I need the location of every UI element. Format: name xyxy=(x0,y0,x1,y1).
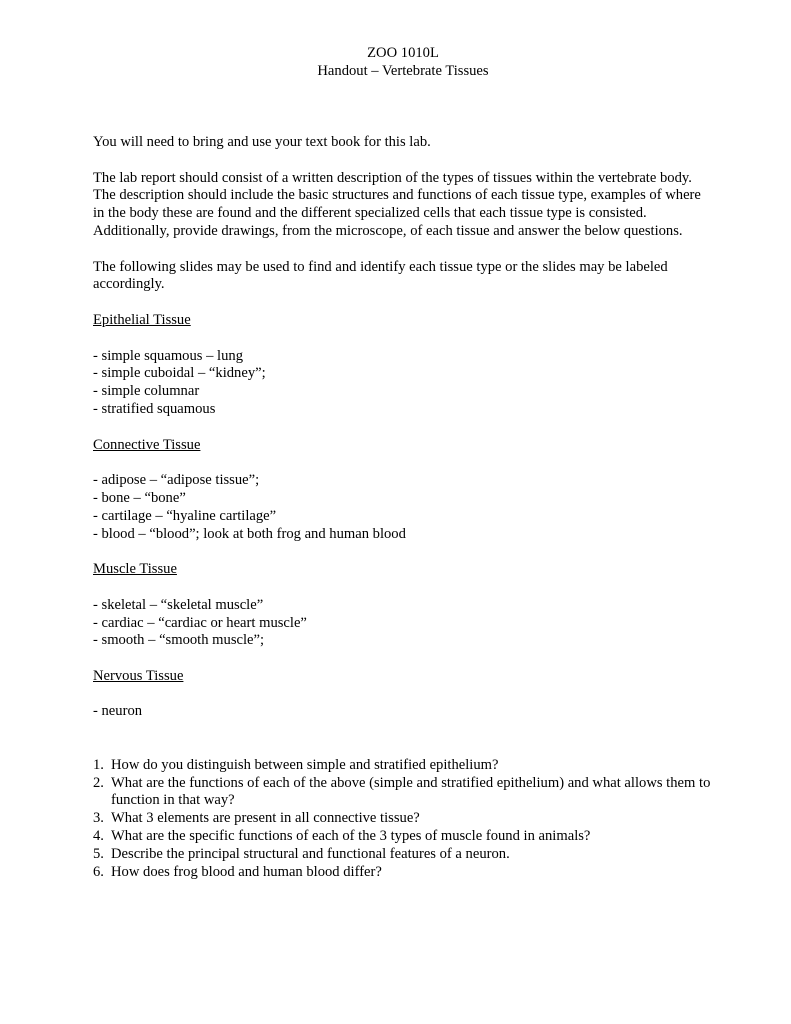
course-title: ZOO 1010L xyxy=(367,45,439,61)
question-number: 6. xyxy=(93,863,104,880)
section-heading-epithelial: Epithelial Tissue xyxy=(93,311,191,328)
question-text: How do you distinguish between simple and stratified epithelium? xyxy=(111,756,499,773)
spacer xyxy=(93,330,713,348)
spacer xyxy=(93,650,713,668)
section-heading-connective: Connective Tissue xyxy=(93,436,201,453)
list-item: - skeletal – “skeletal muscle” xyxy=(93,596,264,613)
question-item xyxy=(93,828,713,846)
question-item xyxy=(93,864,713,882)
epithelial-list xyxy=(93,348,713,419)
spacer xyxy=(93,686,713,704)
questions-list xyxy=(93,757,713,882)
list-item: - stratified squamous xyxy=(93,400,216,417)
list-item: - adipose – “adipose tissue”; xyxy=(93,472,260,489)
question-text: How does frog blood and human blood differ? xyxy=(111,863,382,880)
question-number: 2. xyxy=(93,774,104,791)
spacer xyxy=(93,419,713,437)
section-heading-muscle: Muscle Tissue xyxy=(93,561,177,578)
intro-paragraph: You will need to bring and use your text book for this lab. xyxy=(93,133,431,150)
question-text: Describe the principal structural and functional features of a neuron. xyxy=(111,845,510,862)
spacer xyxy=(93,294,713,312)
list-item: - simple columnar xyxy=(93,383,200,400)
spacer xyxy=(93,721,713,757)
question-item xyxy=(93,757,713,775)
list-item: - simple squamous – lung xyxy=(93,347,243,364)
slides-paragraph: The following slides may be used to find and identify each tissue type or the slides may be labeled accordingly. xyxy=(93,258,668,293)
list-item: - blood – “blood”; look at both frog and human blood xyxy=(93,525,406,542)
question-text: What are the functions of each of the above (simple and stratified epithelium) and what allows them to function in that way? xyxy=(111,774,711,809)
question-number: 3. xyxy=(93,810,104,827)
question-number: 1. xyxy=(93,756,104,773)
question-number: 5. xyxy=(93,845,104,862)
list-item: - smooth – “smooth muscle”; xyxy=(93,632,265,649)
list-item: - simple cuboidal – “kidney”; xyxy=(93,365,266,382)
spacer xyxy=(93,241,713,259)
list-item: - cartilage – “hyaline cartilage” xyxy=(93,507,277,524)
spacer xyxy=(93,152,713,170)
connective-list xyxy=(93,472,713,543)
question-item xyxy=(93,775,713,811)
question-text: What are the specific functions of each of the 3 types of muscle found in animals? xyxy=(111,828,591,845)
list-item: - bone – “bone” xyxy=(93,489,186,506)
list-item: - cardiac – “cardiac or heart muscle” xyxy=(93,614,307,631)
question-number: 4. xyxy=(93,828,104,845)
report-paragraph: The lab report should consist of a written description of the types of tissues within the vertebrate body. The description should include the basic structures and functions of each tissue type, examples of where in the body these are found and the different specialized cells that each tissue type is consisted. Additionally, provide drawings, from the microscope, of each tissue and answer the below questions. xyxy=(93,169,701,239)
document-body xyxy=(93,45,713,881)
section-heading-nervous: Nervous Tissue xyxy=(93,667,184,684)
spacer xyxy=(93,543,713,561)
nervous-list xyxy=(93,703,713,721)
handout-title: Handout – Vertebrate Tissues xyxy=(317,62,489,79)
question-text: What 3 elements are present in all connective tissue? xyxy=(111,810,420,827)
question-item xyxy=(93,810,713,828)
muscle-list xyxy=(93,597,713,650)
question-item xyxy=(93,846,713,864)
spacer xyxy=(93,81,713,134)
spacer xyxy=(93,579,713,597)
spacer xyxy=(93,454,713,472)
list-item: - neuron xyxy=(93,703,143,720)
